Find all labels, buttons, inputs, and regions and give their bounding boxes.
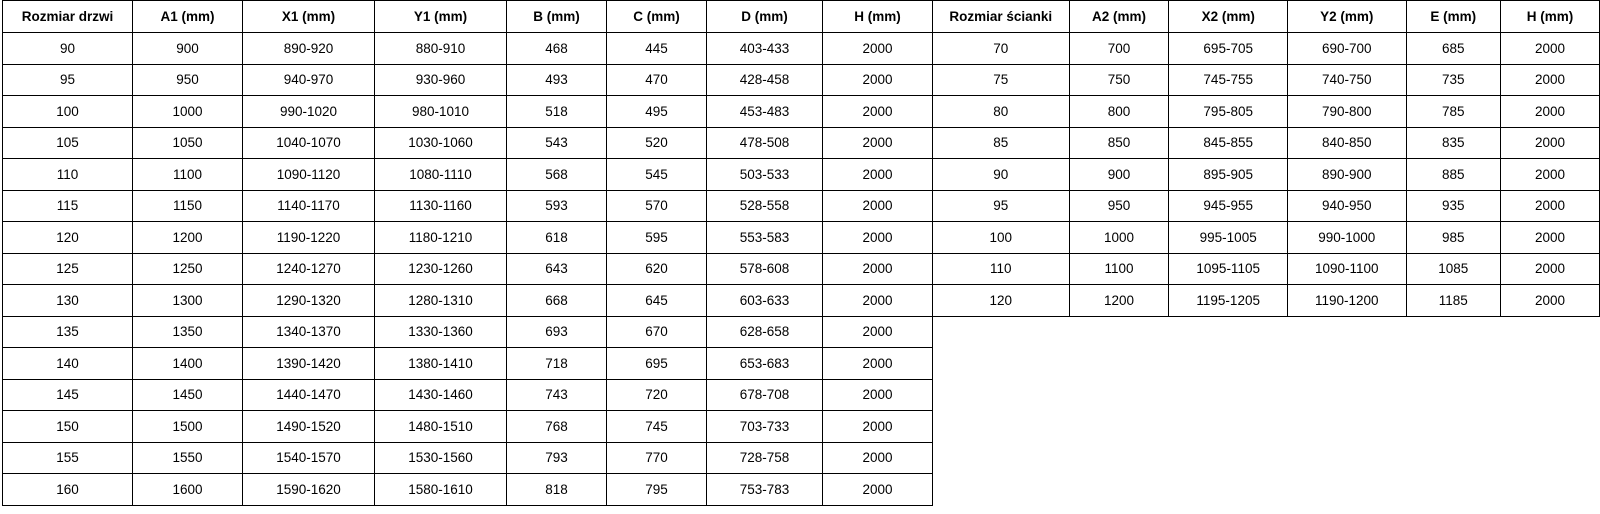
table-cell: 1480-1510	[375, 411, 507, 443]
table-cell: 695	[607, 348, 707, 380]
table-cell: 1400	[133, 348, 243, 380]
table-cell: 700	[1069, 33, 1169, 65]
table-cell: 643	[507, 253, 607, 285]
table-cell: 445	[607, 33, 707, 65]
table-cell: 2000	[1501, 222, 1600, 254]
table-cell: 1095-1105	[1169, 253, 1288, 285]
table-cell: 155	[3, 442, 133, 474]
table-cell: 2000	[823, 442, 933, 474]
table-row	[933, 127, 1600, 159]
table-cell: 2000	[823, 285, 933, 317]
table-cell: 845-855	[1169, 127, 1288, 159]
table-cell: 1080-1110	[375, 159, 507, 191]
table-cell: 2000	[823, 190, 933, 222]
table-cell: 468	[507, 33, 607, 65]
table-cell: 1580-1610	[375, 474, 507, 506]
table-cell: 1380-1410	[375, 348, 507, 380]
table-cell: 795	[607, 474, 707, 506]
walls-dimensions-table	[932, 0, 1600, 317]
table-cell: 115	[3, 190, 133, 222]
table-row	[3, 222, 933, 254]
table-cell: 940-950	[1287, 190, 1406, 222]
table-cell: 85	[933, 127, 1070, 159]
table-cell: 1440-1470	[243, 379, 375, 411]
table-cell: 160	[3, 474, 133, 506]
column-header: Rozmiar drzwi	[3, 1, 133, 33]
table-cell: 890-900	[1287, 159, 1406, 191]
table-cell: 645	[607, 285, 707, 317]
table-cell: 768	[507, 411, 607, 443]
table-cell: 785	[1406, 96, 1500, 128]
table-cell: 735	[1406, 64, 1500, 96]
table-row	[3, 442, 933, 474]
table-row	[3, 127, 933, 159]
table-cell: 690-700	[1287, 33, 1406, 65]
table-cell: 2000	[823, 411, 933, 443]
table-row	[933, 159, 1600, 191]
doors-table-body	[3, 33, 933, 506]
table-cell: 1190-1200	[1287, 285, 1406, 317]
table-cell: 95	[933, 190, 1070, 222]
table-cell: 718	[507, 348, 607, 380]
table-cell: 135	[3, 316, 133, 348]
table-cell: 80	[933, 96, 1070, 128]
table-cell: 940-970	[243, 64, 375, 96]
table-cell: 728-758	[707, 442, 823, 474]
table-cell: 935	[1406, 190, 1500, 222]
table-cell: 930-960	[375, 64, 507, 96]
column-header: H (mm)	[823, 1, 933, 33]
table-cell: 1090-1120	[243, 159, 375, 191]
table-cell: 495	[607, 96, 707, 128]
table-cell: 1250	[133, 253, 243, 285]
table-row	[933, 96, 1600, 128]
table-cell: 1190-1220	[243, 222, 375, 254]
table-cell: 2000	[823, 474, 933, 506]
table-cell: 1090-1100	[1287, 253, 1406, 285]
table-cell: 120	[3, 222, 133, 254]
table-cell: 795-805	[1169, 96, 1288, 128]
table-cell: 1300	[133, 285, 243, 317]
table-row	[933, 190, 1600, 222]
table-cell: 2000	[823, 316, 933, 348]
table-cell: 1280-1310	[375, 285, 507, 317]
table-cell: 880-910	[375, 33, 507, 65]
table-cell: 790-800	[1287, 96, 1406, 128]
table-cell: 703-733	[707, 411, 823, 443]
table-cell: 2000	[1501, 190, 1600, 222]
table-cell: 110	[3, 159, 133, 191]
table-row	[3, 96, 933, 128]
table-cell: 2000	[1501, 127, 1600, 159]
table-cell: 745-755	[1169, 64, 1288, 96]
table-cell: 75	[933, 64, 1070, 96]
table-cell: 840-850	[1287, 127, 1406, 159]
table-cell: 1185	[1406, 285, 1500, 317]
table-cell: 743	[507, 379, 607, 411]
walls-table-head	[933, 1, 1600, 33]
table-cell: 985	[1406, 222, 1500, 254]
table-cell: 1050	[133, 127, 243, 159]
column-header: A1 (mm)	[133, 1, 243, 33]
doors-dimensions-table	[2, 0, 933, 506]
column-header: C (mm)	[607, 1, 707, 33]
table-header-row	[933, 1, 1600, 33]
table-cell: 745	[607, 411, 707, 443]
table-cell: 1085	[1406, 253, 1500, 285]
table-cell: 553-583	[707, 222, 823, 254]
table-cell: 110	[933, 253, 1070, 285]
table-cell: 503-533	[707, 159, 823, 191]
table-cell: 1290-1320	[243, 285, 375, 317]
table-cell: 678-708	[707, 379, 823, 411]
table-cell: 895-905	[1169, 159, 1288, 191]
table-cell: 900	[1069, 159, 1169, 191]
table-cell: 593	[507, 190, 607, 222]
table-cell: 618	[507, 222, 607, 254]
table-cell: 1200	[133, 222, 243, 254]
table-row	[3, 253, 933, 285]
table-cell: 720	[607, 379, 707, 411]
table-cell: 2000	[1501, 64, 1600, 96]
table-cell: 2000	[823, 348, 933, 380]
table-cell: 950	[133, 64, 243, 96]
table-cell: 90	[933, 159, 1070, 191]
table-cell: 428-458	[707, 64, 823, 96]
table-cell: 1490-1520	[243, 411, 375, 443]
table-cell: 900	[133, 33, 243, 65]
table-cell: 980-1010	[375, 96, 507, 128]
table-cell: 2000	[823, 379, 933, 411]
table-cell: 528-558	[707, 190, 823, 222]
column-header: D (mm)	[707, 1, 823, 33]
table-cell: 470	[607, 64, 707, 96]
table-cell: 1130-1160	[375, 190, 507, 222]
column-header: E (mm)	[1406, 1, 1500, 33]
table-cell: 403-433	[707, 33, 823, 65]
table-cell: 2000	[1501, 159, 1600, 191]
table-cell: 1530-1560	[375, 442, 507, 474]
column-header: A2 (mm)	[1069, 1, 1169, 33]
walls-table-body	[933, 33, 1600, 317]
table-row	[3, 316, 933, 348]
table-row	[3, 159, 933, 191]
table-cell: 685	[1406, 33, 1500, 65]
table-cell: 2000	[823, 253, 933, 285]
table-cell: 120	[933, 285, 1070, 317]
table-row	[933, 64, 1600, 96]
table-cell: 1200	[1069, 285, 1169, 317]
table-row	[3, 190, 933, 222]
table-cell: 1230-1260	[375, 253, 507, 285]
table-cell: 628-658	[707, 316, 823, 348]
table-row	[3, 411, 933, 443]
table-cell: 543	[507, 127, 607, 159]
column-header: X1 (mm)	[243, 1, 375, 33]
table-cell: 2000	[1501, 253, 1600, 285]
table-cell: 1330-1360	[375, 316, 507, 348]
table-cell: 150	[3, 411, 133, 443]
table-cell: 1500	[133, 411, 243, 443]
column-header: Rozmiar ścianki	[933, 1, 1070, 33]
table-cell: 668	[507, 285, 607, 317]
table-cell: 885	[1406, 159, 1500, 191]
table-row	[3, 33, 933, 65]
table-cell: 1600	[133, 474, 243, 506]
table-row	[933, 253, 1600, 285]
table-cell: 2000	[823, 33, 933, 65]
table-cell: 2000	[823, 64, 933, 96]
table-row	[933, 285, 1600, 317]
table-cell: 140	[3, 348, 133, 380]
table-cell: 2000	[823, 222, 933, 254]
table-cell: 90	[3, 33, 133, 65]
table-cell: 835	[1406, 127, 1500, 159]
table-cell: 2000	[823, 127, 933, 159]
table-cell: 945-955	[1169, 190, 1288, 222]
table-cell: 990-1020	[243, 96, 375, 128]
table-cell: 1180-1210	[375, 222, 507, 254]
table-cell: 105	[3, 127, 133, 159]
table-cell: 70	[933, 33, 1070, 65]
table-cell: 1430-1460	[375, 379, 507, 411]
table-cell: 1100	[133, 159, 243, 191]
doors-table-head	[3, 1, 933, 33]
table-cell: 1550	[133, 442, 243, 474]
table-cell: 2000	[1501, 96, 1600, 128]
table-cell: 990-1000	[1287, 222, 1406, 254]
table-cell: 100	[3, 96, 133, 128]
table-cell: 750	[1069, 64, 1169, 96]
table-cell: 2000	[823, 159, 933, 191]
table-cell: 695-705	[1169, 33, 1288, 65]
table-cell: 1000	[1069, 222, 1169, 254]
table-cell: 753-783	[707, 474, 823, 506]
table-cell: 620	[607, 253, 707, 285]
table-cell: 595	[607, 222, 707, 254]
table-cell: 653-683	[707, 348, 823, 380]
table-cell: 100	[933, 222, 1070, 254]
table-cell: 890-920	[243, 33, 375, 65]
table-cell: 125	[3, 253, 133, 285]
table-cell: 793	[507, 442, 607, 474]
table-cell: 453-483	[707, 96, 823, 128]
table-row	[3, 285, 933, 317]
walls-dimensions-table-container	[932, 0, 1600, 317]
table-cell: 145	[3, 379, 133, 411]
column-header: B (mm)	[507, 1, 607, 33]
table-row	[933, 33, 1600, 65]
table-header-row	[3, 1, 933, 33]
table-cell: 670	[607, 316, 707, 348]
table-cell: 1340-1370	[243, 316, 375, 348]
table-cell: 130	[3, 285, 133, 317]
table-row	[3, 379, 933, 411]
table-cell: 520	[607, 127, 707, 159]
table-row	[933, 222, 1600, 254]
table-row	[3, 64, 933, 96]
table-cell: 95	[3, 64, 133, 96]
table-cell: 1350	[133, 316, 243, 348]
table-cell: 1150	[133, 190, 243, 222]
table-cell: 850	[1069, 127, 1169, 159]
table-cell: 995-1005	[1169, 222, 1288, 254]
doors-dimensions-table-container	[2, 0, 933, 506]
table-cell: 568	[507, 159, 607, 191]
table-row	[3, 474, 933, 506]
table-cell: 693	[507, 316, 607, 348]
table-cell: 578-608	[707, 253, 823, 285]
column-header: X2 (mm)	[1169, 1, 1288, 33]
table-cell: 1590-1620	[243, 474, 375, 506]
table-cell: 2000	[1501, 33, 1600, 65]
table-cell: 740-750	[1287, 64, 1406, 96]
table-row	[3, 348, 933, 380]
table-cell: 2000	[823, 96, 933, 128]
column-header: H (mm)	[1501, 1, 1600, 33]
table-cell: 950	[1069, 190, 1169, 222]
column-header: Y2 (mm)	[1287, 1, 1406, 33]
table-cell: 545	[607, 159, 707, 191]
table-cell: 1240-1270	[243, 253, 375, 285]
table-cell: 2000	[1501, 285, 1600, 317]
table-cell: 518	[507, 96, 607, 128]
table-cell: 1450	[133, 379, 243, 411]
table-cell: 800	[1069, 96, 1169, 128]
table-cell: 603-633	[707, 285, 823, 317]
table-cell: 1540-1570	[243, 442, 375, 474]
table-cell: 818	[507, 474, 607, 506]
table-cell: 1140-1170	[243, 190, 375, 222]
table-cell: 770	[607, 442, 707, 474]
table-cell: 493	[507, 64, 607, 96]
table-cell: 1100	[1069, 253, 1169, 285]
table-cell: 478-508	[707, 127, 823, 159]
table-cell: 1000	[133, 96, 243, 128]
table-cell: 1040-1070	[243, 127, 375, 159]
table-cell: 570	[607, 190, 707, 222]
table-cell: 1195-1205	[1169, 285, 1288, 317]
table-cell: 1030-1060	[375, 127, 507, 159]
table-cell: 1390-1420	[243, 348, 375, 380]
column-header: Y1 (mm)	[375, 1, 507, 33]
